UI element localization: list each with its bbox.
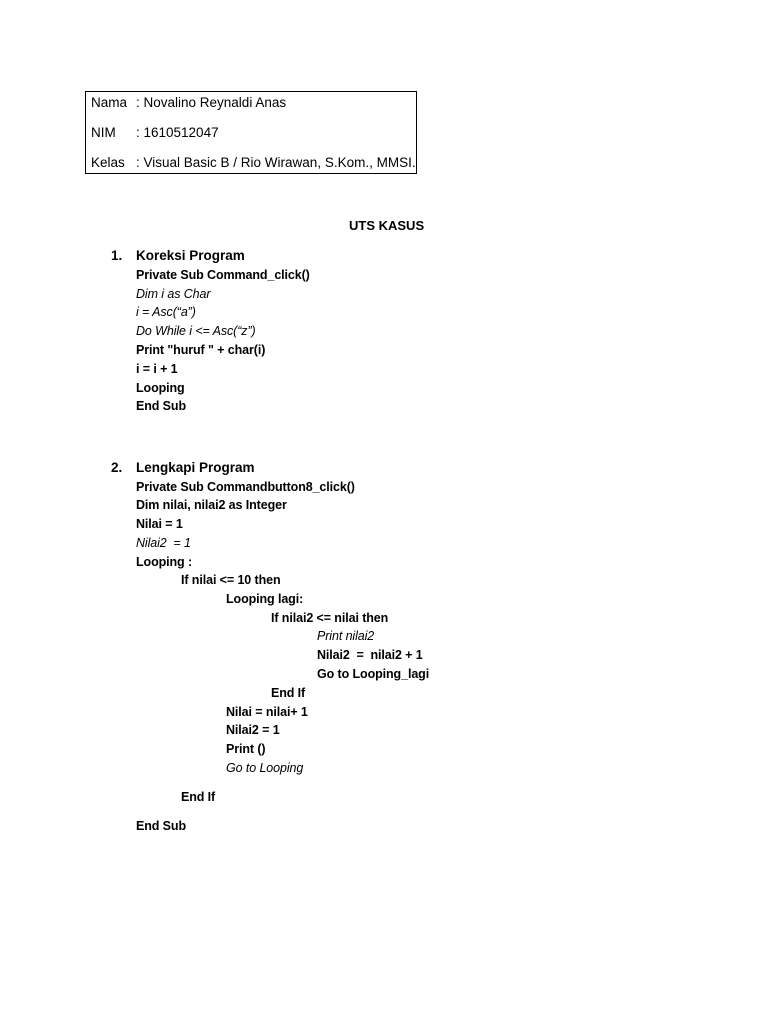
code-line: Do While i <= Asc(“z”) (136, 324, 256, 338)
code-line: Looping : (136, 555, 193, 569)
code-line: Private Sub Commandbutton8_click() (136, 480, 355, 494)
identity-row-kelas (91, 155, 416, 170)
section2-number: 2. (111, 460, 123, 475)
identity-box (85, 91, 417, 174)
code-line: Print "huruf " + char(i) (136, 343, 266, 357)
code-line: Nilai2 = 1 (226, 723, 280, 737)
kelas-value: : Visual Basic B / Rio Wirawan, S.Kom., MMSI. (136, 155, 416, 170)
code-line: End Sub (136, 399, 186, 413)
code-line: Looping (136, 381, 185, 395)
identity-row-nim (91, 125, 219, 140)
code-line: Go to Looping_lagi (317, 667, 430, 681)
section1-title: Koreksi Program (136, 248, 245, 263)
code-line: End If (181, 790, 216, 804)
code-line: i = Asc(“a”) (136, 305, 196, 319)
code-line: If nilai2 <= nilai then (271, 611, 389, 625)
code-line: Looping lagi: (226, 592, 304, 606)
kelas-label: Kelas (91, 155, 125, 170)
page-title: UTS KASUS (349, 218, 425, 233)
code-line: Nilai2 = nilai2 + 1 (317, 648, 423, 662)
code-line: Dim nilai, nilai2 as Integer (136, 498, 287, 512)
code-line: Nilai = nilai+ 1 (226, 705, 308, 719)
section2-title: Lengkapi Program (136, 460, 255, 475)
nim-label: NIM (91, 125, 116, 140)
nama-label: Nama (91, 95, 128, 110)
code-line: End If (271, 686, 306, 700)
code-line: Nilai2 = 1 (136, 536, 191, 550)
code-line: Private Sub Command_click() (136, 268, 310, 282)
code-line: Nilai = 1 (136, 517, 183, 531)
code-line: Print () (226, 742, 266, 756)
code-line: If nilai <= 10 then (181, 573, 281, 587)
code-line: i = i + 1 (136, 362, 178, 376)
section1-number: 1. (111, 248, 123, 263)
code-line: Go to Looping (226, 761, 304, 775)
code-line: End Sub (136, 819, 186, 833)
nim-value: : 1610512047 (136, 125, 219, 140)
identity-row-nama (91, 95, 286, 110)
nama-value: : Novalino Reynaldi Anas (136, 95, 287, 110)
code-line: Print nilai2 (317, 629, 375, 643)
code-line: Dim i as Char (136, 287, 211, 301)
